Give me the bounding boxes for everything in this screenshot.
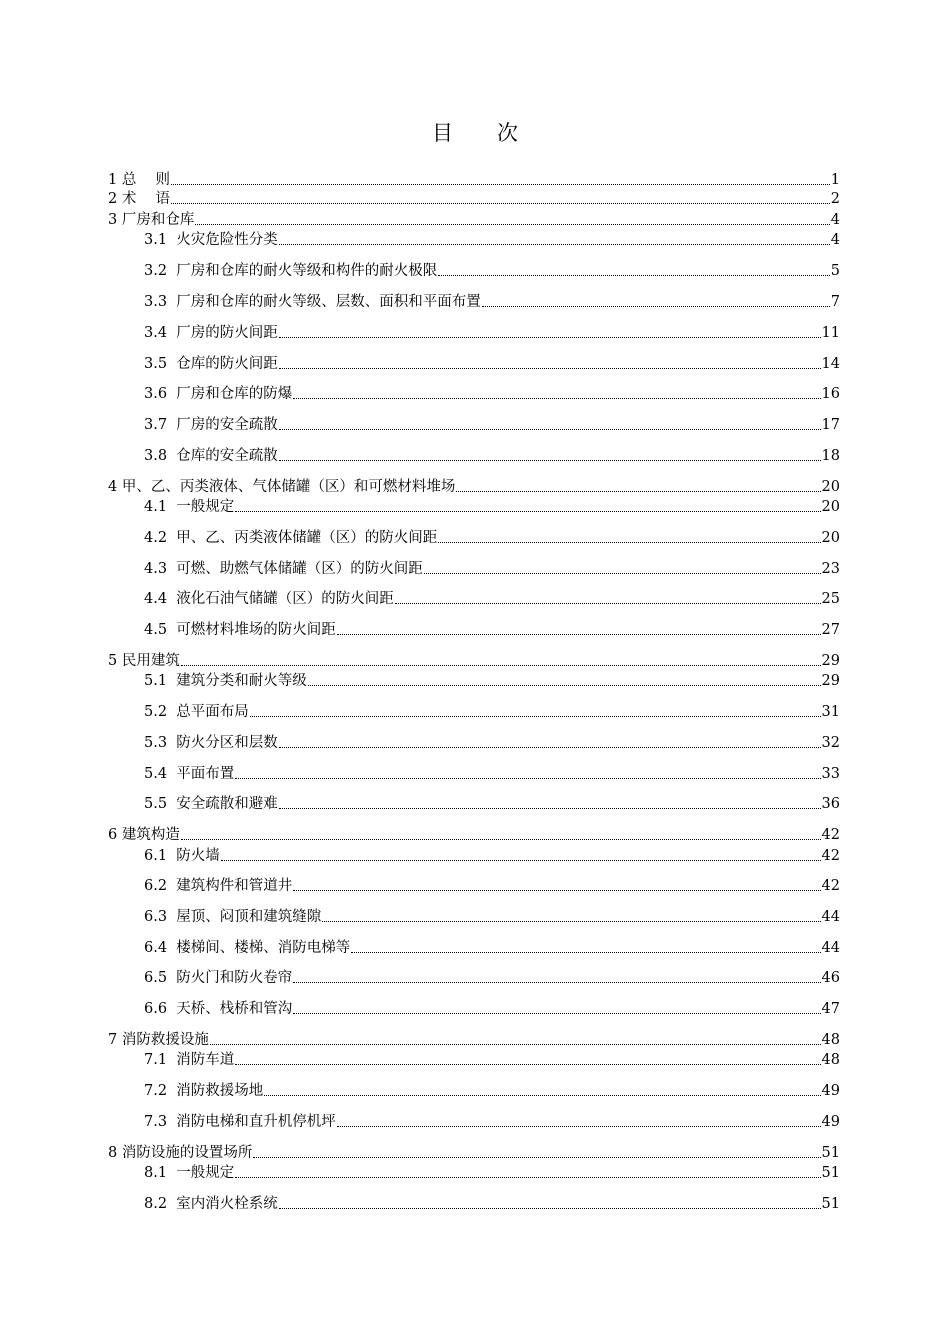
toc-entry-number: 8.2 — [144, 1196, 168, 1212]
toc-chapter-entry[interactable] — [108, 187, 840, 207]
toc-entry-label: 屋顶、闷顶和建筑缝隙 — [176, 909, 322, 925]
toc-subsection-entry[interactable] — [144, 413, 840, 433]
toc-entry-number: 6.3 — [144, 909, 168, 925]
toc-dot-leader — [337, 1126, 821, 1127]
toc-entry-number: 5.3 — [144, 735, 168, 751]
toc-entry-label: 仓库的安全疏散 — [176, 448, 278, 464]
toc-chapter-entry[interactable] — [108, 168, 840, 188]
toc-dot-leader — [308, 685, 821, 686]
toc-subsection-entry[interactable] — [144, 792, 840, 812]
toc-entry-label: 总平面布局 — [176, 704, 249, 720]
toc-dot-leader — [482, 306, 830, 307]
toc-entry-number: 6 — [108, 827, 118, 843]
toc-entry-number: 6.1 — [144, 848, 168, 864]
toc-dot-leader — [221, 860, 821, 861]
toc-entry-number: 5.4 — [144, 766, 168, 782]
toc-entry-number: 3.5 — [144, 356, 168, 372]
toc-page-number: 47 — [821, 1001, 840, 1017]
toc-entry-label: 厂房和仓库的耐火等级和构件的耐火极限 — [176, 263, 438, 279]
toc-page-number: 1 — [830, 172, 840, 188]
toc-entry-label: 厂房和仓库的防爆 — [176, 386, 293, 402]
toc-entry-number: 5 — [108, 653, 118, 669]
toc-page-number: 7 — [830, 294, 840, 310]
toc-dot-leader — [322, 921, 820, 922]
toc-subsection-entry[interactable] — [144, 936, 840, 956]
toc-entry-number: 6.2 — [144, 878, 168, 894]
toc-entry-label: 消防车道 — [176, 1052, 235, 1068]
toc-subsection-entry[interactable] — [144, 997, 840, 1017]
toc-entry-number: 2 — [108, 191, 118, 207]
toc-entry-label: 厂房的防火间距 — [176, 325, 278, 341]
toc-page-number: 16 — [821, 386, 840, 402]
toc-subsection-entry[interactable] — [144, 844, 840, 864]
toc-dot-leader — [279, 808, 821, 809]
toc-entry-number: 3.1 — [144, 232, 168, 248]
toc-page-number: 20 — [821, 530, 840, 546]
toc-subsection-entry[interactable] — [144, 669, 840, 689]
toc-entry-label: 防火门和防火卷帘 — [176, 970, 293, 986]
toc-chapter-entry[interactable] — [108, 1141, 840, 1161]
toc-entry-label: 楼梯间、楼梯、消防电梯等 — [176, 940, 351, 956]
toc-dot-leader — [264, 1095, 820, 1096]
toc-subsection-entry[interactable] — [144, 526, 840, 546]
toc-subsection-entry[interactable] — [144, 1161, 840, 1181]
toc-page-number: 44 — [821, 940, 840, 956]
toc-entry-label: 平面布置 — [176, 766, 235, 782]
toc-subsection-entry[interactable] — [144, 905, 840, 925]
toc-page-number: 51 — [821, 1196, 840, 1212]
toc-dot-leader — [235, 778, 820, 779]
toc-chapter-entry[interactable] — [108, 475, 840, 495]
toc-entry-label: 建筑分类和耐火等级 — [176, 673, 307, 689]
toc-dot-leader — [279, 460, 821, 461]
toc-dot-leader — [424, 573, 821, 574]
toc-dot-leader — [235, 1177, 820, 1178]
toc-entry-label: 液化石油气储罐（区）的防火间距 — [176, 591, 394, 607]
toc-chapter-entry[interactable] — [108, 208, 840, 228]
toc-title-left: 目 — [432, 121, 453, 145]
toc-dot-leader — [210, 1044, 821, 1045]
toc-entry-label: 甲、乙、丙类液体、气体储罐（区）和可燃材料堆场 — [121, 479, 456, 495]
toc-entry-label: 消防电梯和直升机停机坪 — [176, 1114, 336, 1130]
toc-entry-label: 一般规定 — [176, 499, 235, 515]
toc-page-number: 48 — [821, 1032, 840, 1048]
toc-entry-label: 天桥、栈桥和管沟 — [176, 1001, 293, 1017]
toc-dot-leader — [181, 839, 821, 840]
toc-page-number: 49 — [821, 1114, 840, 1130]
toc-entry-number: 1 — [108, 172, 118, 188]
toc-entry-label: 一般规定 — [176, 1165, 235, 1181]
toc-dot-leader — [235, 1064, 820, 1065]
toc-dot-leader — [293, 890, 820, 891]
toc-page-number: 46 — [821, 970, 840, 986]
toc-dot-leader — [337, 634, 821, 635]
toc-entry-number: 3.8 — [144, 448, 168, 464]
toc-subsection-entry[interactable] — [144, 495, 840, 515]
toc-dot-leader — [279, 244, 830, 245]
toc-dot-leader — [279, 747, 821, 748]
toc-entry-label: 厂房和仓库的耐火等级、层数、面积和平面布置 — [176, 294, 481, 310]
toc-dot-leader — [195, 224, 829, 225]
toc-dot-leader — [235, 511, 820, 512]
toc-entry-label: 建筑构造 — [121, 827, 180, 843]
toc-page-number: 4 — [830, 232, 840, 248]
toc-dot-leader — [438, 275, 829, 276]
toc-page-number: 20 — [821, 499, 840, 515]
toc-page-number: 36 — [821, 796, 840, 812]
toc-entry-number: 4.3 — [144, 561, 168, 577]
toc-page-number: 5 — [830, 263, 840, 279]
toc-entry-number: 6.6 — [144, 1001, 168, 1017]
toc-entry-number: 8 — [108, 1145, 118, 1161]
toc-page-number: 42 — [821, 878, 840, 894]
toc-subsection-entry[interactable] — [144, 618, 840, 638]
toc-page-number: 42 — [821, 827, 840, 843]
toc-entry-number: 3.7 — [144, 417, 168, 433]
toc-entry-label: 防火墙 — [176, 848, 220, 864]
toc-page-number: 2 — [830, 191, 840, 207]
toc-page-number: 18 — [821, 448, 840, 464]
toc-entry-label: 安全疏散和避难 — [176, 796, 278, 812]
toc-entry-number: 3.3 — [144, 294, 168, 310]
toc-dot-leader — [456, 491, 820, 492]
toc-subsection-entry[interactable] — [144, 382, 840, 402]
toc-entry-number: 6.5 — [144, 970, 168, 986]
toc-entry-number: 4.1 — [144, 499, 168, 515]
toc-subsection-entry[interactable] — [144, 1110, 840, 1130]
toc-entry-number: 3.6 — [144, 386, 168, 402]
toc-page-number: 31 — [821, 704, 840, 720]
toc-subsection-entry[interactable] — [144, 259, 840, 279]
toc-entry-label: 可燃、助燃气体储罐（区）的防火间距 — [176, 561, 423, 577]
toc-dot-leader — [171, 184, 830, 185]
toc-page-number: 33 — [821, 766, 840, 782]
toc-chapter-entry[interactable] — [108, 1028, 840, 1048]
toc-page-number: 20 — [821, 479, 840, 495]
toc-page-number: 29 — [821, 673, 840, 689]
toc-subsection-entry[interactable] — [144, 966, 840, 986]
toc-entry-label: 可燃材料堆场的防火间距 — [176, 622, 336, 638]
toc-entry-number: 4.4 — [144, 591, 168, 607]
toc-subsection-entry[interactable] — [144, 228, 840, 248]
toc-entry-label: 建筑构件和管道井 — [176, 878, 293, 894]
toc-subsection-entry[interactable] — [144, 1079, 840, 1099]
toc-subsection-entry[interactable] — [144, 321, 840, 341]
toc-entry-number: 5.5 — [144, 796, 168, 812]
toc-dot-leader — [181, 665, 821, 666]
toc-chapter-entry[interactable] — [108, 823, 840, 843]
toc-subsection-entry[interactable] — [144, 1192, 840, 1212]
toc-dot-leader — [438, 542, 820, 543]
toc-page-number: 25 — [821, 591, 840, 607]
toc-page-number: 4 — [830, 212, 840, 228]
toc-entry-number: 4.5 — [144, 622, 168, 638]
toc-dot-leader — [279, 337, 821, 338]
toc-entry-label: 甲、乙、丙类液体储罐（区）的防火间距 — [176, 530, 438, 546]
toc-entry-label: 室内消火栓系统 — [176, 1196, 278, 1212]
toc-page-number: 32 — [821, 735, 840, 751]
toc-entry-number: 7.1 — [144, 1052, 168, 1068]
toc-entry-label: 厂房和仓库 — [121, 212, 195, 228]
toc-entry-number: 4 — [108, 479, 118, 495]
toc-entry-label: 消防设施的设置场所 — [121, 1145, 253, 1161]
toc-dot-leader — [351, 952, 820, 953]
toc-title — [0, 117, 950, 147]
toc-dot-leader — [293, 1013, 820, 1014]
toc-page-number: 14 — [821, 356, 840, 372]
toc-chapter-entry[interactable] — [108, 649, 840, 669]
toc-entry-label: 厂房的安全疏散 — [176, 417, 278, 433]
toc-entry-number: 5.1 — [144, 673, 168, 689]
toc-dot-leader — [250, 716, 821, 717]
toc-entry-label: 消防救援设施 — [121, 1032, 209, 1048]
toc-entry-label: 民用建筑 — [121, 653, 180, 669]
toc-entry-label: 消防救援场地 — [176, 1083, 264, 1099]
toc-page-number: 51 — [821, 1145, 840, 1161]
toc-entry-label: 火灾危险性分类 — [176, 232, 278, 248]
toc-subsection-entry[interactable] — [144, 762, 840, 782]
toc-page-number: 11 — [821, 325, 840, 341]
toc-entry-number: 3 — [108, 212, 118, 228]
toc-dot-leader — [293, 982, 820, 983]
toc-entry-number: 5.2 — [144, 704, 168, 720]
toc-subsection-entry[interactable] — [144, 1048, 840, 1068]
toc-dot-leader — [253, 1157, 820, 1158]
toc-dot-leader — [395, 603, 821, 604]
toc-subsection-entry[interactable] — [144, 557, 840, 577]
toc-page-number: 51 — [821, 1165, 840, 1181]
toc-entry-number: 3.4 — [144, 325, 168, 341]
toc-entry-number: 3.2 — [144, 263, 168, 279]
toc-dot-leader — [279, 368, 821, 369]
toc-page-number: 42 — [821, 848, 840, 864]
toc-subsection-entry[interactable] — [144, 444, 840, 464]
toc-entry-number: 7.3 — [144, 1114, 168, 1130]
toc-subsection-entry[interactable] — [144, 290, 840, 310]
toc-dot-leader — [279, 429, 821, 430]
toc-page-number: 44 — [821, 909, 840, 925]
toc-subsection-entry[interactable] — [144, 700, 840, 720]
toc-entry-number: 8.1 — [144, 1165, 168, 1181]
toc-entry-number: 4.2 — [144, 530, 168, 546]
toc-entry-number: 6.4 — [144, 940, 168, 956]
toc-entry-number: 7 — [108, 1032, 118, 1048]
toc-page-number: 48 — [821, 1052, 840, 1068]
toc-entry-label: 总 则 — [121, 172, 170, 188]
toc-subsection-entry[interactable] — [144, 352, 840, 372]
toc-title-right: 次 — [497, 121, 518, 145]
toc-subsection-entry[interactable] — [144, 731, 840, 751]
toc-subsection-entry[interactable] — [144, 874, 840, 894]
toc-entry-label: 术 语 — [121, 191, 170, 207]
toc-page-number: 49 — [821, 1083, 840, 1099]
toc-entry-number: 7.2 — [144, 1083, 168, 1099]
toc-page-number: 27 — [821, 622, 840, 638]
toc-entry-label: 防火分区和层数 — [176, 735, 278, 751]
toc-page-number: 17 — [821, 417, 840, 433]
toc-dot-leader — [293, 398, 820, 399]
toc-dot-leader — [171, 203, 830, 204]
toc-subsection-entry[interactable] — [144, 587, 840, 607]
toc-page-number: 23 — [821, 561, 840, 577]
toc-dot-leader — [279, 1208, 821, 1209]
toc-entry-label: 仓库的防火间距 — [176, 356, 278, 372]
toc-page-number: 29 — [821, 653, 840, 669]
